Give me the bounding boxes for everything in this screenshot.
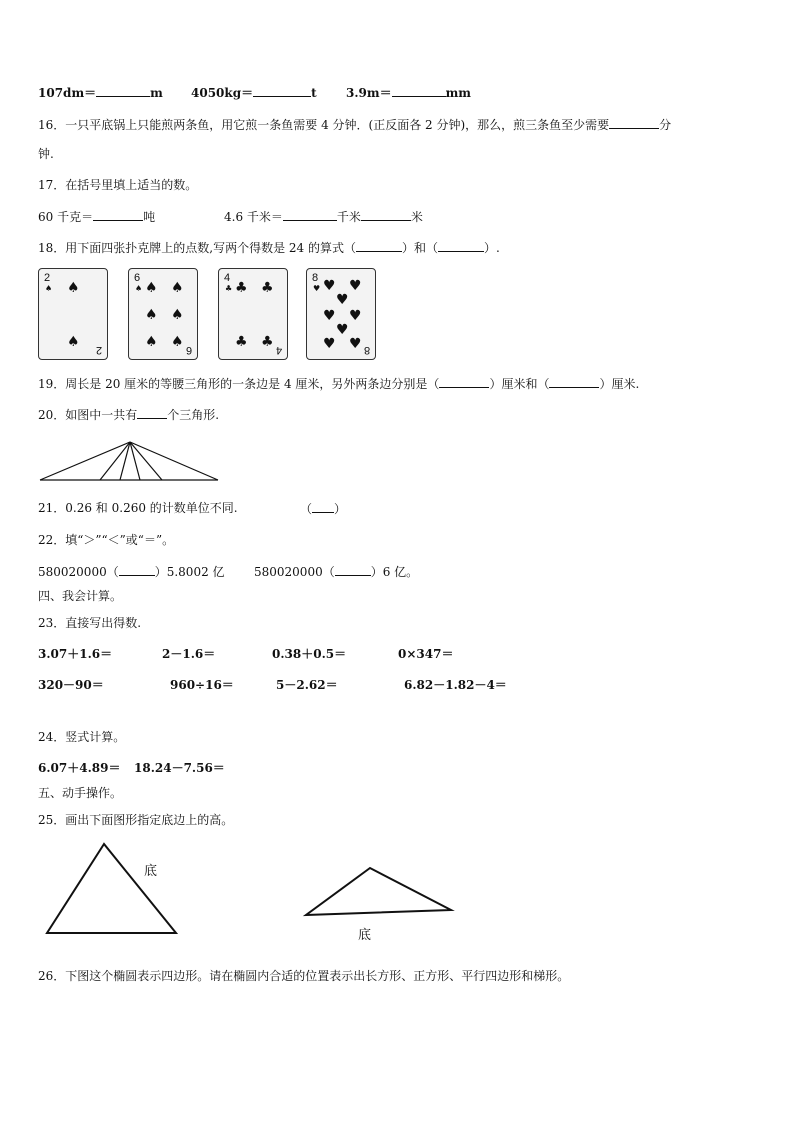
q23-expr: 0.38＋0.5＝ [272,647,347,661]
heart-icon: ♥ [336,322,349,338]
unit-conversion-row [38,84,163,101]
conv-b-blank[interactable] [253,84,311,97]
q23-expr: 6.82－1.82－4＝ [404,678,507,692]
spade-icon: ♠ [45,284,53,293]
question-26: 26．下图这个椭圆表示四边形。请在椭圆内合适的位置表示出长方形、正方形、平行四边形和梯形。 [38,969,570,983]
q22-b-blank[interactable] [335,563,371,576]
q18-text-c: ）. [484,241,500,255]
spade-icon: ♠ [171,334,184,350]
club-icon: ♣ [261,280,274,296]
q17-b-blank1[interactable] [283,208,337,221]
spade-icon: ♠ [145,334,158,350]
playing-card-2-spades [38,268,108,360]
q18-text-b: ）和（ [402,241,439,255]
question-24: 24．竖式计算。 [38,730,126,744]
q22-b [254,563,418,580]
question-23: 23．直接写出得数. [38,616,142,630]
figure-edge-left [40,442,130,480]
q21-paren-right: ） [334,502,347,516]
triangle-1-base-label: 底 [144,864,158,879]
q16-text: 16．一只平底锅上只能煎两条鱼，用它煎一条鱼需要 4 分钟．(正反面各 2 分钟)，那么，煎三条鱼至少需要 [38,118,610,132]
q22-a-right: ）5.8002 亿 [154,565,225,579]
q17-b [224,208,423,225]
q22-a-blank[interactable] [119,563,155,576]
q23-expr: 320－90＝ [38,678,104,692]
heart-icon: ♥ [323,278,336,294]
question-16 [38,116,671,133]
q21-paren-left: （ [300,502,313,516]
q20-text-b: 个三角形. [167,408,220,422]
conv-c-left: 3.9m＝ [346,86,392,100]
q18-blank1[interactable] [356,239,402,252]
card-rank: 4 [275,344,282,356]
card-rank: 8 [363,344,370,356]
heart-icon: ♥ [323,336,336,352]
q20-text-a: 20．如图中一共有 [38,408,138,422]
club-icon: ♣ [225,284,233,293]
q23-expr: 0×347＝ [398,647,454,661]
q25-triangle-2 [304,866,454,918]
playing-card-8-hearts [306,268,376,360]
card-rank: 4 [224,272,231,284]
section-5-heading: 五、动手操作。 [38,786,123,800]
q23-expr: 5－2.62＝ [276,678,338,692]
card-rank: 8 [312,272,319,284]
card-rank: 6 [185,344,192,356]
conv-b-left: 4050kg＝ [191,86,254,100]
heart-icon: ♥ [349,278,362,294]
q19-text-b: ）厘米和（ [489,377,550,391]
spade-icon: ♠ [135,284,143,293]
question-20 [38,406,219,423]
q19-blank1[interactable] [439,375,489,388]
q22-b-left: 580020000（ [254,565,335,579]
spade-icon: ♠ [171,307,184,323]
card-rank: 2 [95,344,102,356]
question-25: 25．画出下面图形指定底边上的高。 [38,813,234,827]
conv-a-left: 107dm＝ [38,86,97,100]
unit-conversion-c [346,84,471,101]
spade-icon: ♠ [67,334,80,350]
spade-icon: ♠ [171,280,184,296]
q17-b-right: 米 [410,210,423,224]
club-icon: ♣ [235,280,248,296]
q17-a-blank[interactable] [93,208,143,221]
heart-icon: ♥ [313,284,321,293]
card-rank: 6 [134,272,141,284]
spade-icon: ♠ [67,280,80,296]
q23-expr: 960÷16＝ [170,678,234,692]
playing-card-4-clubs [218,268,288,360]
q20-blank[interactable] [137,406,167,419]
q24-expr-b: 18.24－7.56＝ [134,761,225,775]
question-19 [38,375,639,392]
q16-blank[interactable] [609,116,659,129]
conv-c-blank[interactable] [392,84,446,97]
q18-text-a: 18．用下面四张扑克牌上的点数,写两个得数是 24 的算式（ [38,241,356,255]
unit-conversion-b [191,84,317,101]
q16-continuation: 钟. [38,147,54,161]
q23-expr: 2－1.6＝ [162,647,216,661]
q18-blank2[interactable] [438,239,484,252]
q22-b-right: ）6 亿。 [370,565,419,579]
q23-expr: 3.07＋1.6＝ [38,647,113,661]
card-rank: 2 [44,272,51,284]
q24-expr-a: 6.07＋4.89＝ [38,761,121,775]
conv-b-right: t [311,86,317,100]
q22-a-left: 580020000（ [38,565,119,579]
q17-b-blank2[interactable] [361,208,411,221]
question-18 [38,239,500,256]
q19-blank2[interactable] [549,375,599,388]
question-17: 17．在括号里填上适当的数。 [38,178,198,192]
q25-triangle-1 [44,842,178,936]
q19-text-c: ）厘米. [599,377,640,391]
playing-card-6-spades [128,268,198,360]
q17-b-left: 4.6 千米＝ [224,210,283,224]
q17-b-mid: 千米 [336,210,361,224]
question-21: 21．0.26 和 0.260 的计数单位不同. [38,501,238,515]
triangle-2-base-label: 底 [358,928,372,943]
conv-a-blank[interactable] [96,84,150,97]
q16-tail: 分 [659,118,672,132]
spade-icon: ♠ [145,280,158,296]
heart-icon: ♥ [349,308,362,324]
club-icon: ♣ [235,334,248,350]
question-22: 22．填“＞”“＜”或“＝”。 [38,533,175,547]
heart-icon: ♥ [349,336,362,352]
q20-triangle-figure [38,440,222,484]
heart-icon: ♥ [336,292,349,308]
section-4-heading: 四、我会计算。 [38,589,123,603]
figure-edge-right [130,442,218,480]
q21-blank[interactable] [312,500,334,513]
q21-answer [300,500,346,517]
q17-a [38,208,155,225]
q17-a-left: 60 千克＝ [38,210,94,224]
spade-icon: ♠ [145,307,158,323]
club-icon: ♣ [261,334,274,350]
q17-a-right: 吨 [143,210,156,224]
conv-c-right: mm [445,86,471,100]
q19-text-a: 19．周长是 20 厘米的等腰三角形的一条边是 4 厘米，另外两条边分别是（ [38,377,440,391]
q22-a [38,563,225,580]
heart-icon: ♥ [323,308,336,324]
conv-a-right: m [150,86,163,100]
